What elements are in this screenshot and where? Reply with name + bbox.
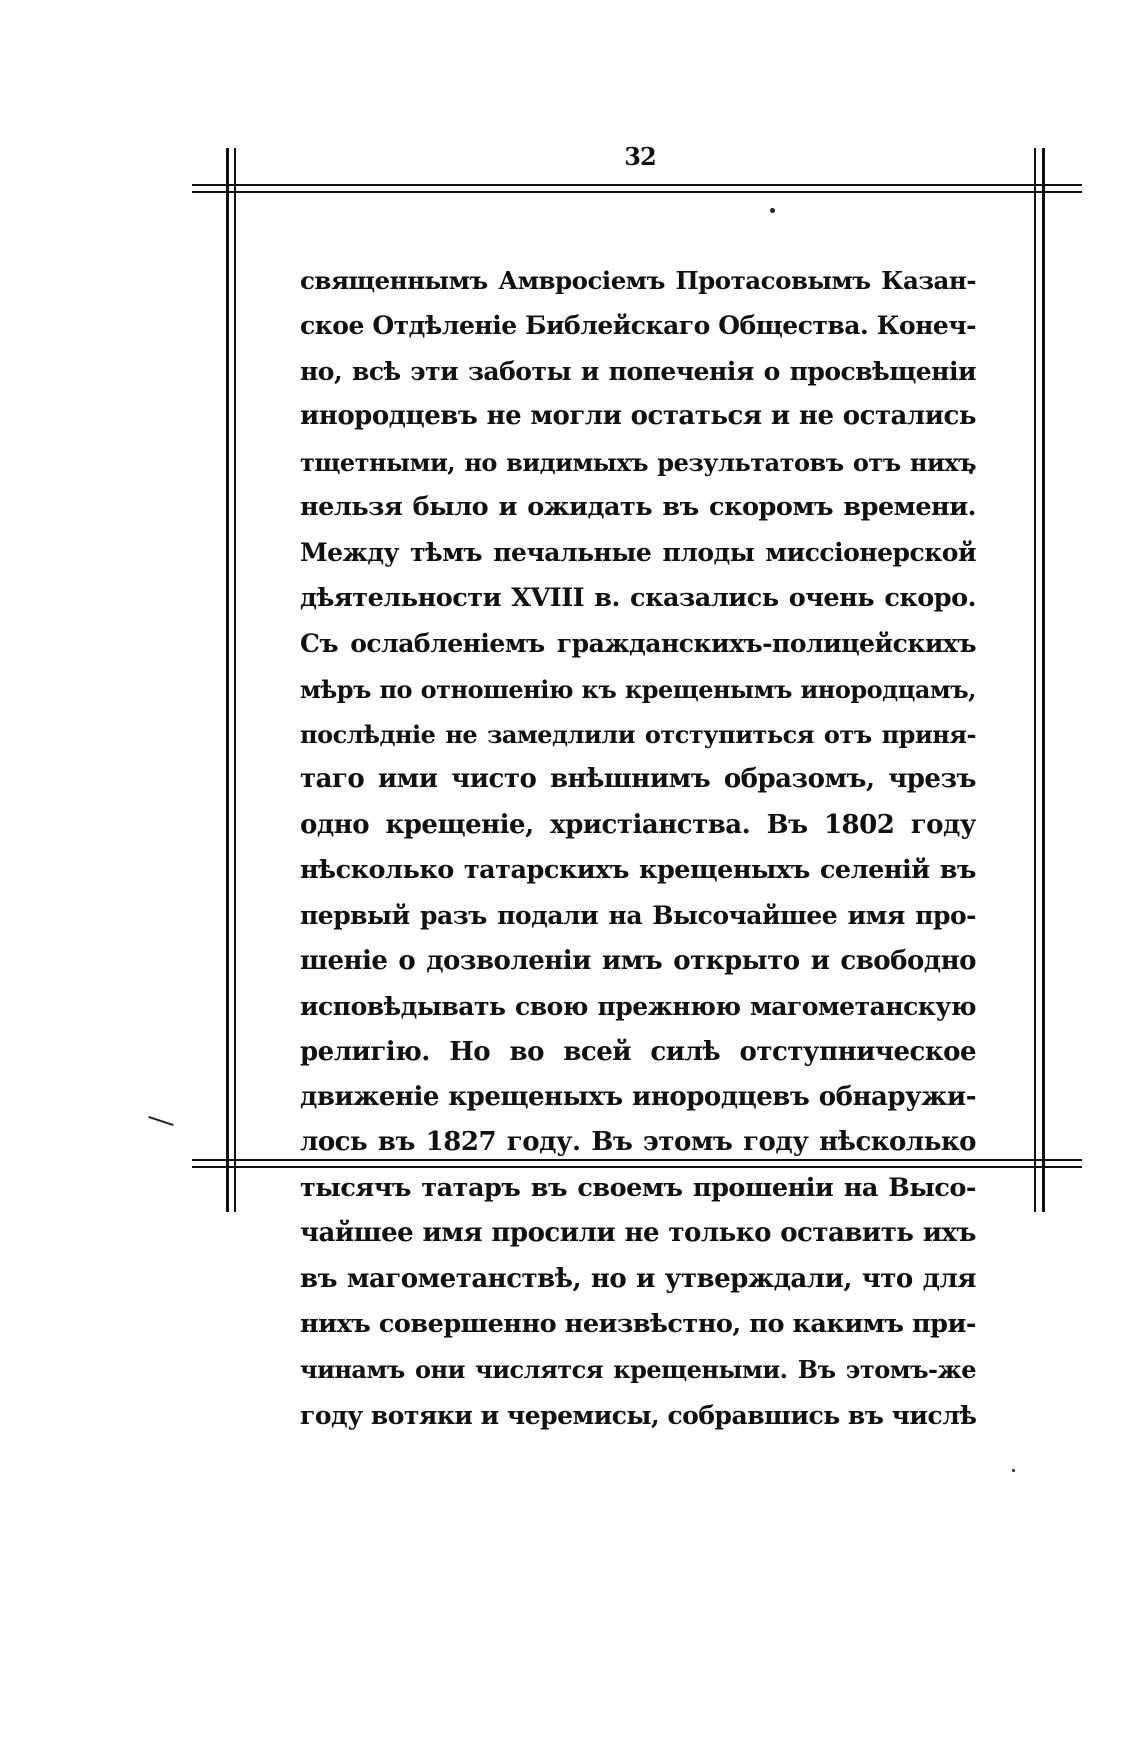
text-line: исповѣдывать свою прежнюю магометанскую	[300, 992, 976, 1022]
text-line: чинамъ они числятся крещеными. Въ этомъ-же	[300, 1355, 976, 1385]
top-rule-lower	[192, 191, 1082, 193]
text-line: но, всѣ эти заботы и попеченія о просвѣщеніи	[300, 356, 976, 386]
text-line: священнымъ Амвросіемъ Протасовымъ Казан-	[300, 266, 976, 295]
top-rule-upper	[192, 184, 1082, 186]
text-line: первый разъ подали на Высочайшее имя про-	[300, 901, 976, 931]
text-line: шеніе о дозволеніи имъ открыто и свободно	[300, 945, 976, 976]
text-line: лось въ 1827 году. Въ этомъ году нѣсколько	[300, 1127, 976, 1158]
text-line: дѣятельности XVIII в. сказались очень скоро.	[300, 582, 976, 613]
text-line: нѣсколько татарскихъ крещеныхъ селеній въ	[300, 855, 976, 886]
text-line: тысячъ татаръ въ своемъ прошеніи на Высо-	[300, 1172, 976, 1203]
print-speck	[770, 208, 775, 213]
text-line: движеніе крещеныхъ инородцевъ обнаружи-	[300, 1082, 976, 1113]
page-number: 32	[624, 142, 656, 171]
text-line: году вотяки и черемисы, собравшись въ числѣ	[300, 1400, 976, 1430]
stray-ink-mark	[148, 1116, 173, 1126]
text-line: въ магометанствѣ, но и утверждали, что для	[300, 1263, 976, 1294]
left-border-inner	[234, 148, 236, 1212]
text-line: Между тѣмъ печальные плоды миссіонерской	[300, 538, 976, 568]
print-speck	[1012, 1469, 1015, 1472]
text-line: мѣръ по отношенію къ крещенымъ инородцамъ,	[300, 674, 976, 704]
right-border-outer	[1042, 148, 1045, 1212]
left-border-outer	[226, 148, 229, 1212]
text-line: религію. Но во всей силѣ отступническое	[300, 1036, 976, 1067]
body-text	[300, 258, 976, 1438]
text-line: ское Отдѣленіе Библейскаго Общества. Конеч-	[300, 311, 976, 341]
text-line: чайшее имя просили не только оставить ихъ	[300, 1218, 976, 1249]
text-line: тщетными, но видимыхъ результатовъ отъ нихъ	[300, 447, 976, 477]
right-border-inner	[1034, 148, 1036, 1212]
text-line: Съ ослабленіемъ гражданскихъ-полицейскихъ	[300, 629, 976, 659]
text-line: таго ими чисто внѣшнимъ образомъ, чрезъ	[300, 764, 976, 795]
text-line: одно крещеніе, христіанства. Въ 1802 году	[300, 809, 976, 840]
text-line: инородцевъ не могли остаться и не остались	[300, 401, 976, 432]
text-line: нельзя было и ожидать въ скоромъ времени.	[300, 491, 976, 522]
text-line: нихъ совершенно неизвѣстно, по какимъ при-	[300, 1308, 976, 1339]
text-line: послѣдніе не замедлили отступиться отъ приня-	[300, 719, 976, 749]
